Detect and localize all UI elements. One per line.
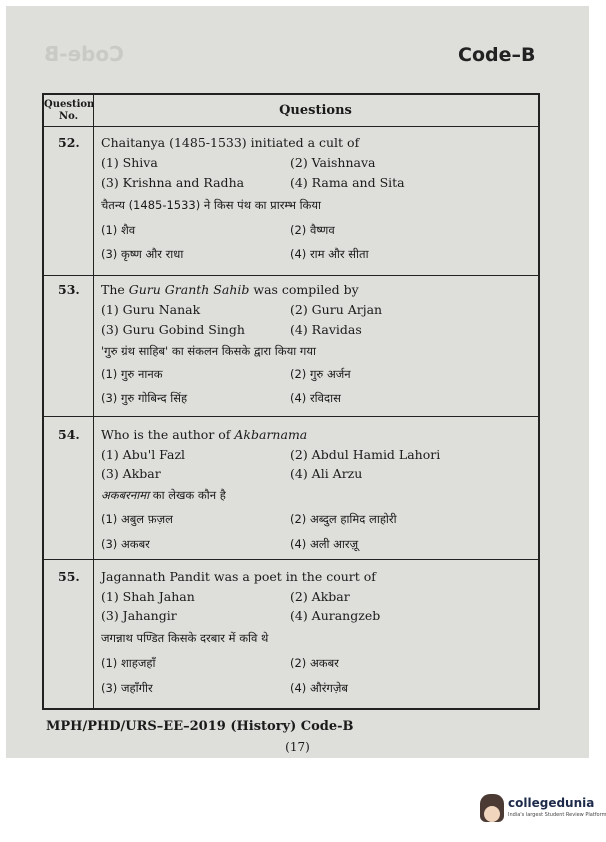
question-number: 55. — [58, 569, 80, 584]
logo-name: collegedunia — [508, 796, 595, 810]
page-number: (17) — [285, 740, 310, 754]
row-divider — [44, 416, 538, 417]
paper-footer: MPH/PHD/URS–EE–2019 (History) Code-B — [46, 719, 354, 734]
option-en: (1) Abu'l Fazl — [101, 447, 186, 462]
paper-code: Code–B — [458, 44, 536, 66]
row-divider — [44, 275, 538, 276]
row-divider — [44, 559, 538, 560]
option-en: (4) Aurangzeb — [290, 608, 381, 623]
header-divider — [44, 126, 538, 127]
header-questions: Questions — [279, 103, 352, 118]
question-text-hi: अकबरनामा का लेखक कौन है — [101, 488, 226, 502]
option-hi: (3) कृष्ण और राधा — [101, 247, 184, 261]
option-en: (1) Shah Jahan — [101, 589, 195, 604]
option-hi: (4) अली आरज़ू — [290, 537, 359, 551]
question-text-en: Chaitanya (1485-1533) initiated a cult of — [101, 135, 360, 150]
question-text-hi: चैतन्य (1485-1533) ने किस पंथ का प्रारम्भ किया — [101, 198, 322, 212]
option-en: (3) Guru Gobind Singh — [101, 322, 245, 337]
option-hi: (2) अकबर — [290, 656, 339, 670]
mirrored-ghost-text: Code-B — [44, 42, 124, 66]
option-hi: (3) गुरु गोबिन्द सिंह — [101, 391, 188, 405]
question-text-en: Who is the author of Akbarnama — [101, 427, 308, 442]
option-hi: (1) गुरु नानक — [101, 367, 163, 381]
option-en: (4) Ali Arzu — [290, 466, 363, 481]
option-en: (2) Akbar — [290, 589, 350, 604]
question-number: 53. — [58, 282, 80, 297]
question-table — [42, 93, 540, 710]
option-hi: (4) राम और सीता — [290, 247, 369, 261]
option-hi: (2) वैष्णव — [290, 223, 335, 237]
option-hi: (2) गुरु अर्जन — [290, 367, 351, 381]
question-text-hi: 'गुरु ग्रंथ साहिब' का संकलन किसके द्वारा किया गया — [101, 344, 317, 358]
option-hi: (1) शाहजहाँ — [101, 656, 156, 670]
mascot-icon — [480, 794, 504, 822]
option-hi: (2) अब्दुल हामिद लाहोरी — [290, 512, 397, 526]
question-text-hi: जगन्नाथ पण्डित किसके दरबार में कवि थे — [101, 631, 269, 645]
option-en: (1) Shiva — [101, 155, 158, 170]
option-en: (4) Ravidas — [290, 322, 362, 337]
option-en: (3) Jahangir — [101, 608, 177, 623]
option-hi: (1) अबुल फ़ज़ल — [101, 512, 173, 526]
question-number: 54. — [58, 427, 80, 442]
option-hi: (1) शैव — [101, 223, 136, 237]
option-en: (3) Krishna and Radha — [101, 175, 245, 190]
logo-tagline: India's largest Student Review Platform — [508, 812, 606, 818]
option-en: (4) Rama and Sita — [290, 175, 405, 190]
header-question-no: Question No. — [44, 99, 95, 122]
question-text-en: The Guru Granth Sahib was compiled by — [101, 282, 359, 297]
collegedunia-logo — [480, 790, 606, 836]
scanned-page — [6, 6, 589, 758]
question-number: 52. — [58, 135, 80, 150]
option-hi: (4) रविदास — [290, 391, 341, 405]
option-en: (2) Vaishnava — [290, 155, 376, 170]
option-en: (2) Abdul Hamid Lahori — [290, 447, 441, 462]
option-hi: (3) अकबर — [101, 537, 150, 551]
option-en: (1) Guru Nanak — [101, 302, 201, 317]
option-hi: (4) औरंगज़ेब — [290, 681, 348, 695]
option-hi: (3) जहाँगीर — [101, 681, 153, 695]
column-divider — [93, 95, 94, 708]
question-text-en: Jagannath Pandit was a poet in the court of — [101, 569, 376, 584]
option-en: (2) Guru Arjan — [290, 302, 383, 317]
option-en: (3) Akbar — [101, 466, 161, 481]
